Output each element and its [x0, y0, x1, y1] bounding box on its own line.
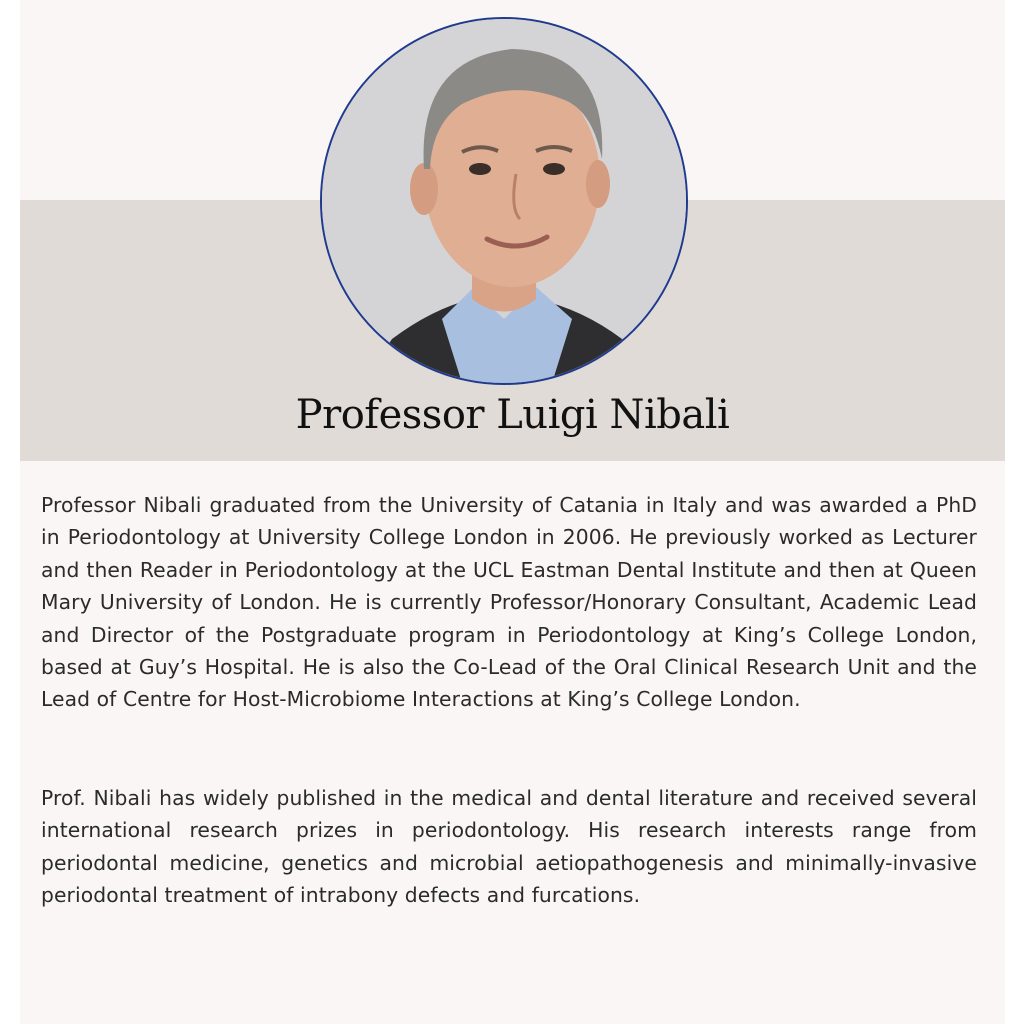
bio-paragraph-1: Professor Nibali graduated from the University of Catania in Italy and was awarded a PhD in Periodontology at University College London in 2006. He previously worked as Lecturer and then Reader in Periodontology at the UCL Eastman Dental Institute and then at Queen Mary University of London. He is currently Professor/Honorary Consultant, Academic Lead and Director of the Postgraduate program in Periodontology at King’s College London, based at Guy’s Hospital. He is also the Co-Lead of the Oral Clinical Research Unit and the Lead of Centre for Host-Microbiome Interactions at King’s College London. [41, 493, 977, 712]
person-name: Professor Luigi Nibali [295, 392, 730, 438]
portrait-photo [320, 17, 688, 385]
portrait-illustration [322, 19, 686, 383]
bio-paragraph-2: Prof. Nibali has widely published in the medical and dental literature and received several international research prizes in periodontology. His research interests range from periodontal medicine, genetics and microbial aetiopathogenesis and minimally-invasive periodontal treatment of intrabony defects and furcations. [41, 786, 977, 908]
profile-card [20, 0, 1005, 1024]
